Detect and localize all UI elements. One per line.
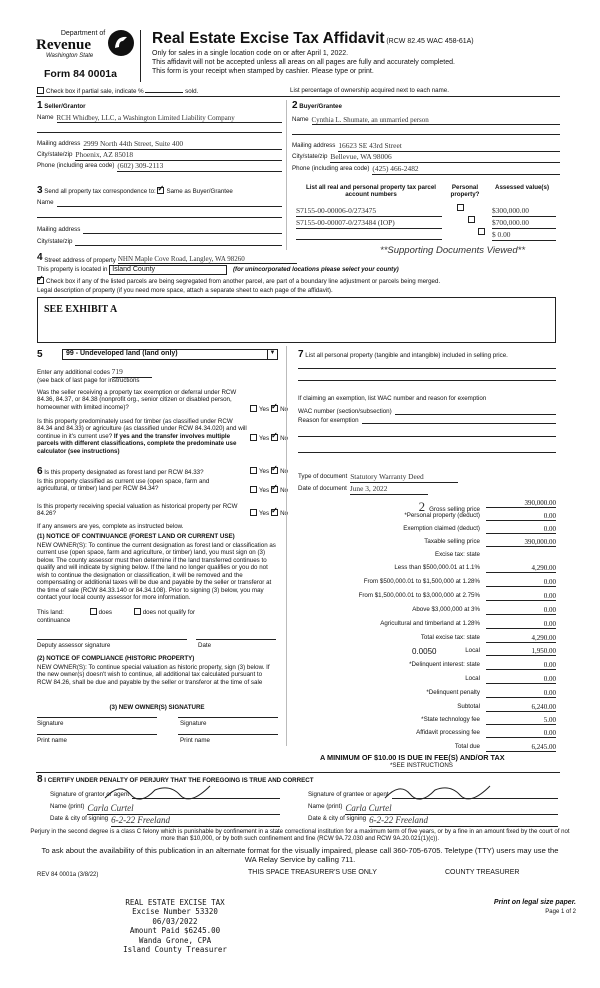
county-select[interactable]: Island County bbox=[109, 265, 227, 275]
header-sub2: This affidavit will not be accepted unless all areas on all pages are fully and accurately completed. bbox=[152, 58, 455, 66]
parcel-num-3[interactable] bbox=[296, 231, 442, 240]
sold-label: sold. bbox=[185, 88, 199, 95]
does-not-label: does not qualify for bbox=[142, 609, 196, 616]
reason-line3[interactable] bbox=[298, 452, 556, 453]
form-title-row bbox=[152, 30, 474, 49]
documents-viewed-stamp: **Supporting Documents Viewed** bbox=[380, 245, 526, 256]
no-label: No bbox=[280, 487, 289, 494]
exemption-instruction: If claiming an exemption, list WAC number and reason for exemption bbox=[298, 395, 487, 402]
buyer-mailing-label: Mailing address bbox=[292, 142, 336, 149]
buyer-name-row bbox=[292, 116, 560, 125]
q4-no-checkbox[interactable] bbox=[271, 486, 278, 493]
seller-city-label: City/state/zip bbox=[37, 151, 73, 158]
timber-question-bold: If yes and the transfer involves multiple parcels with different classifications, complete the predominate use calculator (see instructions) bbox=[37, 432, 237, 455]
bracket1-label: Less than $500,000.01 at 1.1% bbox=[394, 564, 480, 571]
segregated-label: Check box if any of the listed parcels are being segregated from another parcel, are part of a boundary line adjustment or parcels being merged. bbox=[46, 278, 441, 285]
county-located-label: This property is located in bbox=[37, 266, 108, 273]
personal-checkbox-1[interactable] bbox=[457, 204, 464, 211]
new-owner-signature-title: (3) NEW OWNER(S) SIGNATURE bbox=[109, 704, 205, 711]
deputy-signature-line[interactable] bbox=[37, 639, 187, 640]
perjury-note: Perjury in the second degree is a class C felony which is punishable by confinement in a state correctional institution for a maximum term of five years, or by a fine in an amount fixed by the court of not more than $10,000, or by both such confinement and fine (RCW 9A.72.030 and RCW 9A.20.021(1)(c)). bbox=[30, 828, 570, 843]
gross-label: 2 Gross selling price bbox=[418, 499, 480, 514]
doc-date-label: Date of document bbox=[298, 485, 347, 492]
local-label: Local bbox=[465, 647, 480, 654]
this-land-label: This land: bbox=[37, 609, 64, 616]
any-yes-note: If any answers are yes, complete as instructed below. bbox=[37, 523, 184, 530]
sec3-name-label: Name bbox=[37, 199, 54, 206]
grantee-signature-scribble bbox=[380, 780, 500, 802]
certify-text: I CERTIFY UNDER PENALTY OF PERJURY THAT THE FOREGOING IS TRUE AND CORRECT bbox=[44, 777, 314, 784]
parcel-num-2[interactable]: S7155-00-00007-0/273484 (IOP) bbox=[296, 219, 442, 229]
owner-signature-line-1[interactable] bbox=[37, 717, 157, 718]
yes-label: Yes bbox=[259, 435, 270, 442]
owner-signature-label-1: Signature bbox=[37, 720, 64, 727]
sec3-text: Send all property tax correspondence to: bbox=[44, 188, 156, 195]
gross-amount[interactable]: 390,000.00 bbox=[486, 499, 556, 508]
assessed-val-1[interactable]: $300,000.00 bbox=[492, 207, 556, 217]
seller-name-label: Name bbox=[37, 114, 54, 121]
segregated-checkbox[interactable] bbox=[37, 277, 44, 284]
personal-property-heading: 7 List all personal property (tangible and intangible) included in selling price. bbox=[298, 349, 508, 360]
doc-type-label: Type of document bbox=[298, 473, 348, 480]
local-rate: 0.0050 bbox=[412, 647, 437, 656]
buyer-name-line2 bbox=[292, 134, 560, 135]
personal-checkbox-2[interactable] bbox=[468, 216, 475, 223]
timber-question-text: Is this property predominately used for timber (as classified under RCW 84.34 and 84.33) or agriculture (as classified under RCW 84.34.020) and will continue in it's current use? bbox=[37, 418, 247, 440]
sec3-heading-row: 3 Send all property tax correspondence to: ✓ Same as Buyer/Grantee bbox=[37, 185, 233, 197]
grantor-signature-label: Signature of grantor or agent bbox=[50, 791, 130, 798]
notice-compliance-text: NEW OWNER(S): To continue special valuation as historic property, sign (3) below. If the new owner(s) doesn't wish to continue, all additional tax calculated pursuant to RCW 84.26, shall be due and payable by the seller or transferor at the time of sale bbox=[37, 664, 270, 686]
seller-mailing-label: Mailing address bbox=[37, 140, 81, 147]
form-number: Form 84 0001a bbox=[44, 68, 117, 80]
owner-print-line-1[interactable] bbox=[37, 734, 157, 735]
bracket2-amount[interactable]: 0.00 bbox=[486, 578, 556, 587]
treasurer-space-label: THIS SPACE TREASURER'S USE ONLY bbox=[248, 869, 377, 876]
bracket3-amount[interactable]: 0.00 bbox=[486, 592, 556, 601]
reason-line2[interactable] bbox=[298, 436, 556, 437]
same-as-buyer-label: Same as Buyer/Grantee bbox=[166, 188, 233, 195]
personal-checkbox-3[interactable] bbox=[478, 228, 485, 235]
delinquent-state-amount[interactable]: 0.00 bbox=[486, 661, 556, 670]
header-sub1: Only for sales in a single location code on or after April 1, 2022. bbox=[152, 50, 349, 57]
q2-yes-checkbox[interactable] bbox=[250, 434, 257, 441]
buyer-mailing-field[interactable]: 16623 SE 43rd Street bbox=[338, 142, 560, 152]
seller-mailing-field[interactable]: 2999 North 44th Street, Suite 400 bbox=[83, 140, 282, 150]
sec3-line2 bbox=[37, 217, 282, 218]
certify-heading: 8 I CERTIFY UNDER PENALTY OF PERJURY THAT THE FOREGOING IS TRUE AND CORRECT bbox=[37, 774, 314, 785]
penalty-amount[interactable]: 0.00 bbox=[486, 689, 556, 698]
delinquent-local-amount[interactable]: 0.00 bbox=[486, 675, 556, 684]
dept-line1: Department of bbox=[60, 30, 106, 37]
sec3-city-label: City/state/zip bbox=[37, 238, 73, 245]
current-use-question: Is this property classified as current use (open space, farm and agricultural, or timber) land per RCW 84.34? bbox=[37, 478, 210, 493]
header-subtext bbox=[152, 50, 455, 76]
personal-col-header: Personal property? bbox=[450, 184, 480, 199]
partial-sale-row bbox=[37, 87, 198, 95]
parcel-num-1[interactable]: S7155-00-00006-0/273475 bbox=[296, 207, 442, 217]
sec3-mailing-label: Mailing address bbox=[37, 226, 81, 233]
buyer-city-field[interactable]: Bellevue, WA 98006 bbox=[330, 153, 560, 163]
legal-description-label: Legal description of property (if you need more space, attach a separate sheet to each page of the affidavit). bbox=[37, 287, 333, 294]
subtotal-label: Subtotal bbox=[457, 703, 480, 710]
tech-fee-amount[interactable]: 5.00 bbox=[486, 716, 556, 725]
agricultural-label: Agricultural and timberland at 1.28% bbox=[380, 620, 480, 627]
personal-property-text: List all personal property (tangible and intangible) included in selling price. bbox=[305, 352, 508, 359]
taxable-amount[interactable]: 390,000.00 bbox=[486, 538, 556, 547]
q3-no-checkbox[interactable] bbox=[271, 467, 278, 474]
this-land-row bbox=[37, 608, 195, 616]
notice-continuance-title: (1) NOTICE OF CONTINUANCE (FOREST LAND OR CURRENT USE) bbox=[37, 533, 235, 540]
partial-sale-pct[interactable] bbox=[145, 92, 183, 93]
deputy-date-line[interactable] bbox=[196, 639, 276, 640]
bracket4-label: Above $3,000,000 at 3% bbox=[412, 606, 480, 613]
q1-yes-checkbox[interactable] bbox=[250, 405, 257, 412]
sec3-mailing-field[interactable] bbox=[83, 226, 282, 234]
doc-type-field[interactable]: Statutory Warranty Deed bbox=[350, 473, 458, 483]
exemption-deduct-label: Exemption claimed (deduct) bbox=[403, 525, 480, 532]
owner-print-line-2[interactable] bbox=[178, 734, 278, 735]
stamp-line-1: REAL ESTATE EXCISE TAX bbox=[125, 898, 225, 907]
land-use-value: 99 - Undeveloped land (land only) bbox=[66, 350, 178, 358]
forest-land-question: 6 Is this property designated as forest land per RCW 84.33? bbox=[37, 466, 204, 477]
yes-label: Yes bbox=[259, 487, 270, 494]
deputy-date-label: Date bbox=[198, 642, 212, 649]
grantor-name-label: Name (print) bbox=[50, 803, 85, 810]
county-row bbox=[37, 265, 399, 275]
grantee-name-label: Name (print) bbox=[308, 803, 343, 810]
stamp-line-3: 06/03/2022 bbox=[152, 916, 198, 926]
street-address-row: 4 Street address of property NHN Maple Cove Road, Langley, WA 98260 bbox=[37, 252, 297, 264]
land-use-select[interactable] bbox=[62, 349, 278, 360]
county-treasurer-label: COUNTY TREASURER bbox=[445, 869, 520, 876]
additional-codes-field[interactable]: 719 bbox=[112, 368, 152, 378]
q4-yes-checkbox[interactable] bbox=[250, 486, 257, 493]
yes-label: Yes bbox=[259, 406, 270, 413]
grantee-name-field[interactable]: Carla Curtel bbox=[345, 803, 558, 815]
reason-label: Reason for exemption bbox=[298, 417, 359, 424]
see-instructions-note: *SEE INSTRUCTIONS bbox=[390, 762, 453, 769]
bracket4-amount[interactable]: 0.00 bbox=[486, 606, 556, 615]
buyer-city-label: City/state/zip bbox=[292, 153, 328, 160]
stamp-line-2: Excise Number 53320 bbox=[132, 907, 218, 917]
sec3-name-field[interactable] bbox=[57, 199, 282, 207]
seller-city-field[interactable]: Phoenix, AZ 85018 bbox=[75, 151, 282, 161]
personal-deduct-label: *Personal property (deduct) bbox=[404, 512, 480, 519]
delinquent-state-label: *Delinquent interest: state bbox=[409, 661, 480, 668]
buyer-phone-label: Phone (including area code) bbox=[292, 165, 370, 172]
seller-phone-label: Phone (including area code) bbox=[37, 162, 115, 169]
taxable-label: Taxable selling price bbox=[424, 538, 480, 545]
q1-no-checkbox[interactable] bbox=[271, 405, 278, 412]
timber-question bbox=[37, 418, 247, 455]
grantor-signature-scribble bbox=[100, 780, 220, 802]
q3-yes-checkbox[interactable] bbox=[250, 467, 257, 474]
grantor-date-label: Date & city of signing bbox=[50, 815, 109, 822]
q4-yes-no bbox=[250, 486, 288, 494]
segregated-row bbox=[37, 277, 440, 285]
ownership-note: List percentage of ownership acquired next to each name. bbox=[290, 87, 449, 94]
no-label: No bbox=[280, 435, 289, 442]
personal-property-line2[interactable] bbox=[298, 380, 556, 381]
subtotal-amount[interactable]: 6,240.00 bbox=[486, 703, 556, 712]
alt-format-note: To ask about the availability of this publication in an alternate format for the visually impaired, please call 360-705-6705. Teletype (TTY) users may use the WA Relay Service by calling 711. bbox=[41, 846, 559, 865]
seller-name-field[interactable]: RCH Whidbey, LLC, a Washington Limited Liability Company bbox=[57, 114, 282, 123]
q5-no-checkbox[interactable] bbox=[271, 509, 278, 516]
gross-label-text: Gross selling price bbox=[429, 506, 480, 513]
seller-name-row bbox=[37, 114, 282, 123]
q1-yes-no bbox=[250, 405, 288, 413]
processing-fee-amount[interactable]: 0.00 bbox=[486, 729, 556, 738]
does-checkbox[interactable] bbox=[90, 608, 97, 615]
seller-phone-field[interactable]: (602) 309-2113 bbox=[117, 162, 282, 172]
q2-no-checkbox[interactable] bbox=[271, 434, 278, 441]
same-as-buyer-checkbox[interactable] bbox=[157, 187, 164, 194]
agricultural-amount[interactable]: 0.00 bbox=[486, 620, 556, 629]
assessed-val-2[interactable]: $700,000.00 bbox=[492, 219, 556, 229]
grantor-date-field[interactable]: 6-2-22 Freeland bbox=[111, 815, 280, 827]
street-address-field[interactable]: NHN Maple Cove Road, Langley, WA 98260 bbox=[118, 255, 297, 264]
bracket3-label: From $1,500,000.01 to $3,000,000 at 2.75% bbox=[358, 592, 480, 599]
col-divider-bottom bbox=[286, 346, 287, 746]
revision-label: REV 84 0001a (3/8/22) bbox=[37, 872, 99, 878]
doc-date-field[interactable]: June 3, 2022 bbox=[350, 485, 428, 495]
no-label: No bbox=[280, 468, 289, 475]
form-title: Real Estate Excise Tax Affidavit bbox=[152, 30, 385, 47]
stamp-line-4: Amount Paid $6245.00 bbox=[129, 926, 221, 936]
deputy-signature-label: Deputy assessor signature bbox=[37, 642, 111, 649]
historic-question: Is this property receiving special valuation as historical property per RCW 84.26? bbox=[37, 503, 238, 518]
grantor-name-field[interactable]: Carla Curtel bbox=[87, 803, 280, 815]
wac-label: WAC number (section/subsection) bbox=[298, 408, 392, 415]
processing-fee-label: Affidavit processing fee bbox=[416, 729, 480, 736]
sec3-city-field[interactable] bbox=[75, 238, 282, 246]
total-due-amount[interactable]: 6,245.00 bbox=[486, 743, 556, 752]
yes-label: Yes bbox=[259, 468, 270, 475]
continuance-label: continuance bbox=[37, 617, 71, 624]
tech-fee-label: *State technology fee bbox=[421, 716, 480, 723]
forest-land-text: Is this property designated as forest land per RCW 84.33? bbox=[44, 469, 204, 476]
owner-signature-line-2[interactable] bbox=[178, 717, 278, 718]
personal-deduct-amount[interactable]: 0.00 bbox=[486, 512, 556, 521]
total-state-label: Total excise tax: state bbox=[420, 634, 480, 641]
dor-logo-icon bbox=[106, 28, 136, 58]
bracket1-amount[interactable]: 4,290.00 bbox=[486, 564, 556, 573]
col-divider-top bbox=[286, 100, 287, 250]
minimum-fee-note: A MINIMUM OF $10.00 IS DUE IN FEE(S) AND/OR TAX bbox=[320, 753, 505, 762]
assessed-val-3[interactable]: $ 0.00 bbox=[492, 231, 556, 241]
q2-yes-no bbox=[250, 434, 288, 442]
notice-compliance-title: (2) NOTICE OF COMPLIANCE (HISTORIC PROPERTY) bbox=[37, 655, 195, 662]
exemption-deduct-amount[interactable]: 0.00 bbox=[486, 525, 556, 534]
grantee-signature-label: Signature of grantee or agent bbox=[308, 791, 389, 798]
treasurer-stamp bbox=[80, 898, 270, 954]
q3-yes-no bbox=[250, 467, 288, 475]
legal-description-box[interactable] bbox=[37, 297, 556, 343]
seller-heading: Seller/Grantor bbox=[44, 103, 86, 110]
no-label: No bbox=[280, 406, 289, 413]
bracket2-label: From $500,000.01 to $1,500,000 at 1.28% bbox=[363, 578, 480, 585]
stamp-line-5: Wanda Grone, CPA bbox=[138, 935, 212, 945]
delinquent-local-label: Local bbox=[465, 675, 480, 682]
legal-description-value: SEE EXHIBIT A bbox=[44, 304, 118, 315]
owner-print-label-1: Print name bbox=[37, 737, 67, 744]
seller-name-line2 bbox=[37, 132, 282, 133]
stamp-line-6: Island County Treasurer bbox=[123, 944, 227, 954]
top-rule bbox=[36, 96, 560, 97]
chevron-down-icon[interactable]: ▼ bbox=[267, 350, 277, 359]
reason-field[interactable] bbox=[362, 417, 556, 424]
penalty-label: *Delinquent penalty bbox=[426, 689, 480, 696]
header-sub3: This form is your receipt when stamped by cashier. Please type or print. bbox=[152, 67, 374, 75]
owner-print-label-2: Print name bbox=[180, 737, 210, 744]
dept-line3: Washington State bbox=[46, 53, 94, 60]
yes-label: Yes bbox=[259, 510, 270, 517]
partial-sale-checkbox[interactable] bbox=[37, 87, 44, 94]
see-back-note: (see back of last page for instructions bbox=[37, 377, 140, 384]
additional-codes-label: Enter any additional codes bbox=[37, 369, 110, 376]
notice-continuance-text: NEW OWNER(S): To continue the current designation as forest land or classification as current use (open space, farm and agriculture, or timber) land, you must sign on (3) below. The county assessor must then determine if the land transferred continues to qualify and will indicate by signing below. If the land no longer qualifies or you do not wish to continue the designation or classification, it will be removed and the compensating or additional taxes will be due and payable by the seller or transferor at the time of sale (RCW 84.33.140 or 84.34.108). Prior to signing (3) below, you may contact your local county assessor for more information. bbox=[37, 542, 276, 602]
excise-state-label: Excise tax: state bbox=[434, 551, 480, 558]
total-state-amount[interactable]: 4,290.00 bbox=[486, 634, 556, 643]
exemption-question: Was the seller receiving a property tax exemption or deferral under RCW 84.36, 84.37, or 84.38 (nonprofit org., senior citizen or disabled person, homeowner with limited income)? bbox=[37, 389, 237, 411]
buyer-heading: Buyer/Grantee bbox=[299, 103, 342, 110]
partial-sale-label: Check box if partial sale, indicate % bbox=[46, 88, 144, 95]
county-note: (for unincorporated locations please select your county) bbox=[232, 266, 399, 273]
dor-logo bbox=[36, 30, 136, 61]
header-divider bbox=[140, 30, 141, 82]
does-not-checkbox[interactable] bbox=[134, 608, 141, 615]
no-label: No bbox=[280, 510, 289, 517]
local-amount[interactable]: 1,950.00 bbox=[486, 647, 556, 656]
legal-paper-note: Print on legal size paper. bbox=[493, 899, 576, 906]
wac-field[interactable] bbox=[395, 408, 556, 415]
form-title-ref: (RCW 82.45 WAC 458-61A) bbox=[386, 38, 474, 45]
buyer-name-label: Name bbox=[292, 116, 309, 123]
personal-property-line1[interactable] bbox=[298, 368, 556, 369]
does-label: does bbox=[98, 609, 112, 616]
grantee-date-label: Date & city of signing bbox=[308, 815, 367, 822]
total-due-label: Total due bbox=[454, 743, 480, 750]
assessed-col-header: Assessed value(s) bbox=[495, 184, 549, 191]
buyer-phone-field[interactable]: (425) 466-2482 bbox=[372, 165, 560, 175]
owner-signature-label-2: Signature bbox=[180, 720, 207, 727]
grantee-date-field[interactable]: 6-2-22 Freeland bbox=[369, 815, 558, 827]
q5-yes-checkbox[interactable] bbox=[250, 509, 257, 516]
parcel-col-header: List all real and personal property tax parcel account numbers bbox=[306, 184, 436, 199]
q5-yes-no bbox=[250, 509, 288, 517]
buyer-name-field[interactable]: Cynthia L. Shumate, an unmarried person bbox=[312, 116, 560, 125]
sec8-rule bbox=[36, 772, 560, 773]
dept-line2: Revenue bbox=[36, 37, 91, 54]
street-address-label: Street address of property bbox=[44, 256, 116, 264]
page-number: Page 1 of 2 bbox=[545, 909, 576, 915]
